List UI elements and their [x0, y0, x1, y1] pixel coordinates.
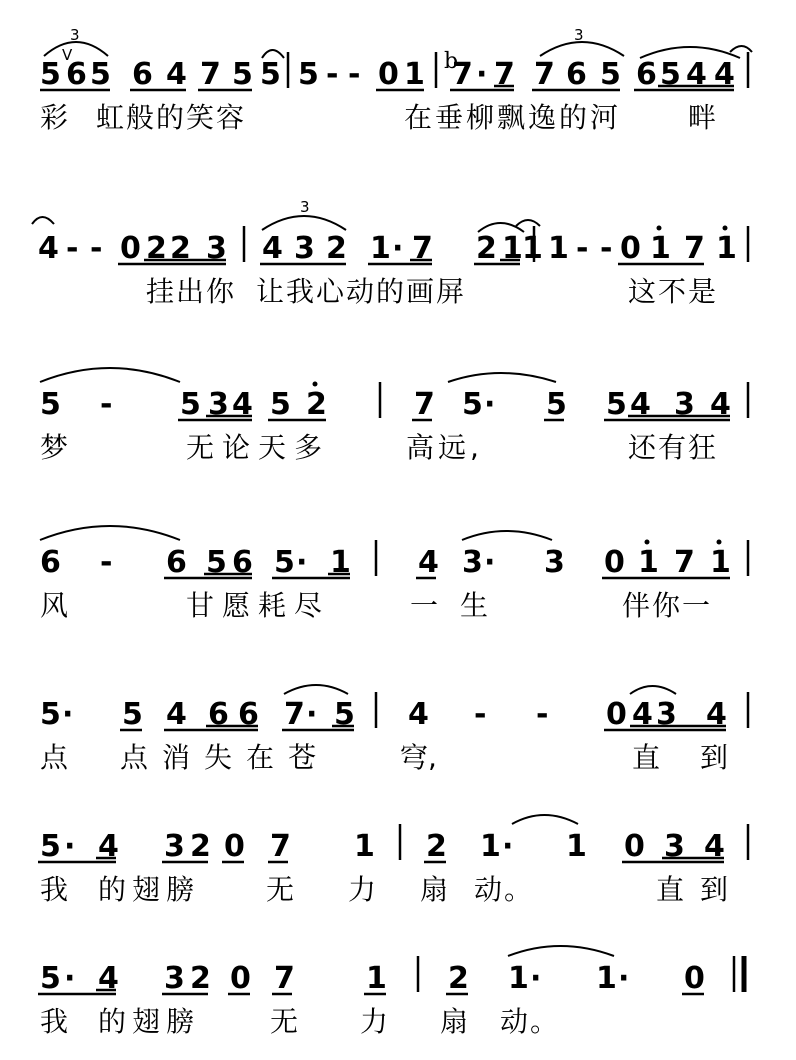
lyric-text: 无 — [266, 873, 295, 906]
dot: · — [64, 961, 76, 996]
tie — [512, 815, 578, 824]
note: 6 — [66, 57, 87, 92]
dot: · — [484, 387, 496, 422]
note: 5 — [122, 697, 143, 732]
dot: · — [392, 231, 404, 266]
note: 4 — [714, 57, 735, 92]
notation-line-6 — [0, 794, 796, 864]
note: 2 — [448, 961, 469, 996]
note: 4 — [686, 57, 707, 92]
triplet-mark: 3 — [574, 26, 584, 44]
dot: · — [530, 961, 542, 996]
rest: 0 — [684, 961, 705, 996]
rest: 0 — [224, 829, 245, 864]
note: 7 — [200, 57, 221, 92]
lyric-line-1 — [0, 96, 796, 132]
note: 1 — [650, 231, 671, 266]
note: 5 — [40, 697, 61, 732]
notation-line-4 — [0, 510, 796, 580]
lyric-text: 力 — [360, 1005, 389, 1038]
note: 4 — [632, 697, 653, 732]
lyric-text: 力 — [348, 873, 377, 906]
dash: - — [100, 545, 113, 580]
note: 3 — [208, 387, 229, 422]
note: 5 — [600, 57, 621, 92]
note: 3 — [656, 697, 677, 732]
note: 4 — [706, 697, 727, 732]
rest: 0 — [620, 231, 641, 266]
note: 5 — [660, 57, 681, 92]
note: 4 — [166, 57, 187, 92]
note: 3 — [674, 387, 695, 422]
note: 1 — [354, 829, 375, 864]
dot: · — [306, 697, 318, 732]
lyric-text: 动。 — [500, 1005, 561, 1038]
triplet-arc — [262, 216, 346, 230]
note: 3 — [462, 545, 483, 580]
lyric-text: 直 — [656, 873, 685, 906]
lyric-text: 虹般的笑容 — [96, 101, 247, 134]
note: 2 — [170, 231, 191, 266]
note: 4 — [630, 387, 651, 422]
lyric-text: 畔 — [688, 101, 717, 134]
breath-mark: V — [62, 46, 73, 64]
lyric-line-6 — [0, 868, 796, 904]
rest: 0 — [606, 697, 627, 732]
note: 5 — [232, 57, 253, 92]
note: 4 — [98, 829, 119, 864]
tie — [448, 373, 556, 382]
lyric-text: 穹, — [400, 741, 437, 774]
bar-lines — [376, 692, 748, 728]
note: 7 — [534, 57, 555, 92]
note: 7 — [494, 57, 515, 92]
rest: 0 — [604, 545, 625, 580]
note: 6 — [40, 545, 61, 580]
note: 3 — [164, 829, 185, 864]
note: 5 — [40, 961, 61, 996]
dash: - — [326, 57, 339, 92]
note: 7 — [412, 231, 433, 266]
tie — [516, 220, 540, 226]
octave-dots — [417, 226, 728, 267]
note: 6 — [636, 57, 657, 92]
lyric-text: 点消失在苍 — [120, 741, 331, 774]
note: 6 — [238, 697, 259, 732]
note: 6 — [566, 57, 587, 92]
lyric-line-5 — [0, 736, 796, 772]
note: 4 — [262, 231, 283, 266]
notation-line-2 — [0, 196, 796, 266]
note: 3 — [164, 961, 185, 996]
note: 5 — [606, 387, 627, 422]
lyric-text: 甘愿耗尽 — [186, 589, 331, 622]
lyric-line-7 — [0, 1000, 796, 1036]
lyric-text: 动。 — [474, 873, 535, 906]
dash: - — [474, 697, 487, 732]
lyric-text: 无 — [270, 1005, 299, 1038]
note: 7 — [284, 697, 305, 732]
note: 1 — [522, 231, 543, 266]
dot: · — [476, 57, 488, 92]
rest: 0 — [120, 231, 141, 266]
lyric-line-2 — [0, 270, 796, 306]
note: 4 — [232, 387, 253, 422]
note: 2 — [326, 231, 347, 266]
note: 1 — [370, 231, 391, 266]
lyric-line-4 — [0, 584, 796, 620]
flat-sign: b — [444, 49, 459, 74]
lyric-text: 高远, — [406, 431, 483, 464]
note: 1 — [404, 57, 425, 92]
note: 7 — [684, 231, 705, 266]
tie — [40, 368, 180, 382]
lyric-text: 我 — [40, 1005, 69, 1038]
note: 5 — [260, 57, 281, 92]
note: 6 — [166, 545, 187, 580]
beam-lines — [38, 858, 724, 862]
note: 1 — [330, 545, 351, 580]
dash: - — [536, 697, 549, 732]
tie — [462, 531, 552, 540]
note: 6 — [208, 697, 229, 732]
note: 1 — [566, 829, 587, 864]
lyric-text: 点 — [40, 741, 69, 774]
note: 1 — [366, 961, 387, 996]
dot: · — [484, 545, 496, 580]
dot: · — [64, 829, 76, 864]
note: 7 — [274, 961, 295, 996]
dot: · — [62, 697, 74, 732]
lyric-text: 梦 — [40, 431, 69, 464]
notation-line-1 — [0, 22, 796, 92]
note: 5 — [546, 387, 567, 422]
note: 2 — [306, 387, 327, 422]
note: 5 — [40, 829, 61, 864]
note: 3 — [294, 231, 315, 266]
note: 5 — [40, 387, 61, 422]
note: 2 — [146, 231, 167, 266]
note: 7 — [674, 545, 695, 580]
lyric-text: 扇 — [440, 1005, 469, 1038]
lyric-text: 一生 — [410, 589, 511, 622]
tie — [40, 526, 180, 540]
slur — [630, 686, 676, 694]
slur — [284, 685, 348, 694]
lyric-text: 风 — [40, 589, 69, 622]
lyric-text: 还有狂 — [628, 431, 719, 464]
note: 4 — [166, 697, 187, 732]
note: 3 — [206, 231, 227, 266]
rest: 0 — [378, 57, 399, 92]
lyric-text: 在垂柳飘逸的河 — [404, 101, 622, 134]
lyric-text: 无论天多 — [186, 431, 331, 464]
dash: - — [100, 387, 113, 422]
note: 6 — [232, 545, 253, 580]
lyric-line-3 — [0, 426, 796, 462]
note: 5 — [206, 545, 227, 580]
dot: · — [502, 829, 514, 864]
dash: - — [90, 231, 103, 266]
note: 1 — [596, 961, 617, 996]
triplet-arc — [540, 42, 624, 56]
triplet-mark: 3 — [70, 26, 80, 44]
note: 4 — [418, 545, 439, 580]
dash: - — [348, 57, 361, 92]
note: 4 — [710, 387, 731, 422]
note: 3 — [544, 545, 565, 580]
note: 7 — [452, 57, 473, 92]
note: 4 — [38, 231, 59, 266]
note: 1 — [508, 961, 529, 996]
note: 5 — [462, 387, 483, 422]
notation-line-3 — [0, 352, 796, 422]
note: 7 — [270, 829, 291, 864]
lyric-text: 让我心动的画屏 — [256, 275, 467, 308]
note: 1 — [502, 231, 523, 266]
dot: · — [618, 961, 630, 996]
lyric-text: 彩 — [40, 101, 69, 134]
note: 3 — [664, 829, 685, 864]
note: 5 — [270, 387, 291, 422]
note: 5 — [274, 545, 295, 580]
lyric-text: 的翅膀 — [98, 873, 201, 906]
rest: 0 — [230, 961, 251, 996]
lyric-text: 的翅膀 — [98, 1005, 201, 1038]
note: 4 — [408, 697, 429, 732]
note: 1 — [548, 231, 569, 266]
lyric-text: 挂出你 — [146, 275, 237, 308]
notation-line-5 — [0, 662, 796, 732]
note: 2 — [190, 829, 211, 864]
dash: - — [576, 231, 589, 266]
tie — [32, 217, 54, 224]
note: 5 — [334, 697, 355, 732]
note: 4 — [704, 829, 725, 864]
note: 5 — [40, 57, 61, 92]
tie — [508, 946, 614, 956]
note: 1 — [638, 545, 659, 580]
note: 2 — [426, 829, 447, 864]
lyric-text: 我 — [40, 873, 69, 906]
note: 4 — [98, 961, 119, 996]
note: 1 — [716, 231, 737, 266]
note: 7 — [414, 387, 435, 422]
note: 1 — [710, 545, 731, 580]
triplet-arc — [44, 42, 108, 56]
lyric-text: 扇 — [420, 873, 449, 906]
notation-line-7 — [0, 926, 796, 996]
note: 5 — [90, 57, 111, 92]
note: 2 — [476, 231, 497, 266]
lyric-text: 到 — [700, 741, 729, 774]
lyric-text: 直 — [632, 741, 661, 774]
rest: 0 — [624, 829, 645, 864]
lyric-text: 到 — [700, 873, 729, 906]
tie — [730, 46, 752, 52]
dot: · — [296, 545, 308, 580]
note: 5 — [298, 57, 319, 92]
triplet-mark: 3 — [300, 198, 310, 216]
lyric-text: 这不是 — [628, 275, 719, 308]
note: 1 — [480, 829, 501, 864]
dash: - — [66, 231, 79, 266]
note: 6 — [132, 57, 153, 92]
note: 5 — [180, 387, 201, 422]
lyric-text: 伴你一 — [622, 589, 713, 622]
dash: - — [600, 231, 613, 266]
octave-dots — [645, 540, 722, 545]
note: 2 — [190, 961, 211, 996]
